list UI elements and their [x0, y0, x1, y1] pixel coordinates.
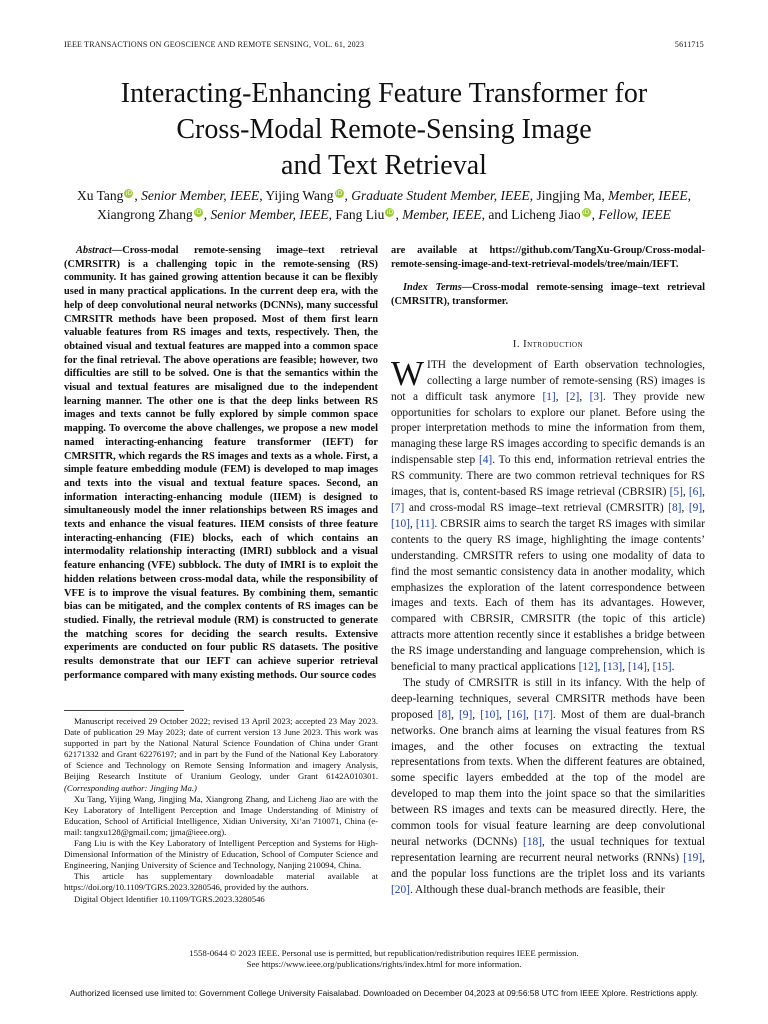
orcid-icon[interactable]: iD: [583, 209, 590, 216]
title-line-2: Cross-Modal Remote-Sensing Image: [176, 114, 592, 145]
abstract-label: Abstract: [76, 245, 112, 256]
citation-link[interactable]: [8]: [437, 708, 452, 721]
journal-name: IEEE TRANSACTIONS ON GEOSCIENCE AND REMOTE SENSING, VOL. 61, 2023: [64, 40, 365, 49]
copyright-notice: [64, 948, 704, 971]
intro-paragraph-2: The study of CMRSITR is still in its infancy. With the help of deep-learning techniques, several CMRSITR methods have been proposed [8], [9], [10], [16], [17]. Most of them are dual-branch networks. One branch aims at learning the visual features from RS images, and the other focuses on extracting the textual representations from texts. When the different features are obtained, some specific layers embedded at the top of the model are developed to map them into the joint space so that the similarities between RS images and texts can be measured directly. Here, the common tools for visual feature learning are deep convolutional neural networks (DCNNs) [18], the usual techniques for textual representation learning are recurrent neural networks (RNNs) [19], and the popular loss functions are the triplet loss and its variants [20]. Although these dual-branch methods are feasible, their: [391, 676, 705, 896]
footnote-rule: [64, 710, 184, 711]
drop-cap: W: [391, 353, 425, 393]
title-line-1: Interacting-Enhancing Feature Transformer for: [120, 78, 648, 109]
author-role: Member, IEEE: [608, 188, 688, 203]
footnotes: [64, 716, 378, 905]
copyright-line-1: 1558-0644 © 2023 IEEE. Personal use is permitted, but republication/redistribution requires IEEE permission.: [189, 948, 579, 958]
citation-link[interactable]: [11]: [415, 517, 435, 530]
citation-link[interactable]: [20]: [391, 883, 410, 896]
abstract-continuation[interactable]: are available at https://github.com/TangXu-Group/Cross-modal-remote-sensing-image-and-text-retrieval-models/tree/main/IEFT.: [391, 245, 705, 270]
section-numeral: I.: [512, 338, 520, 350]
citation-link[interactable]: [18]: [523, 836, 543, 848]
author-name: Xu Tang: [76, 188, 124, 203]
citation-link[interactable]: [8]: [668, 501, 682, 514]
section-title: Introduction: [523, 338, 584, 350]
copyright-line-2: See https://www.ieee.org/publications/rights/index.html for more information.: [246, 959, 522, 970]
citation-link[interactable]: [9]: [688, 501, 703, 514]
citation-link[interactable]: [16]: [507, 708, 527, 721]
author-list: [64, 186, 704, 224]
citation-link[interactable]: [3]: [589, 390, 603, 403]
title-line-3: and Text Retrieval: [281, 150, 487, 181]
author-line-2: Xiangrong Zhang iD , Senior Member, IEEE, Fang Liu iD , Member, IEEE, and Licheng Jiao iD , Fellow, IEEE: [97, 207, 671, 222]
citation-link[interactable]: [10]: [391, 517, 410, 530]
author-name: Fang Liu: [335, 207, 385, 222]
author-role: Member, IEEE: [402, 207, 482, 222]
index-terms-dash: —: [461, 282, 473, 294]
author-name: Licheng Jiao: [511, 207, 581, 222]
citation-link[interactable]: [14]: [627, 661, 647, 674]
abstract: [64, 244, 378, 683]
citation-link[interactable]: [7]: [391, 501, 405, 514]
citation-link[interactable]: [12]: [578, 661, 598, 674]
citation-link[interactable]: [9]: [459, 708, 473, 721]
footnote-manuscript: [64, 716, 378, 794]
index-terms: [391, 281, 705, 308]
page-number: 5611715: [674, 40, 704, 49]
author-line-1: Xu Tang iD , Senior Member, IEEE, Yijing Wang iD , Graduate Student Member, IEEE, Jingjing Ma, Member, IEEE,: [76, 188, 692, 203]
footnote-supplementary: This article has supplementary downloadable material available at https://doi.org/10.1109/TGRS.2023.3280546, provided by the authors.: [64, 871, 378, 893]
author-role: Senior Member, IEEE: [141, 188, 260, 203]
author-name: Jingjing Ma: [536, 188, 602, 203]
corresponding-author: (Corresponding author: Jingjing Ma.): [64, 782, 197, 793]
left-column: [64, 244, 378, 683]
orcid-icon[interactable]: iD: [335, 190, 343, 197]
author-role: Senior Member, IEEE: [210, 207, 329, 222]
index-terms-label: Index Terms: [403, 282, 462, 294]
section-heading: [391, 339, 705, 350]
footnote-affiliation-1: Xu Tang, Yijing Wang, Jingjing Ma, Xiangrong Zhang, and Licheng Jiao are with the Key Laboratory of Intelligent Perception and Image Understanding of Ministry of Education, School of Artificial Intelligence, Xidian University, Xi’an 710071, China (e-mail: tangxu128@gmail.com; jjma@ieee.org).: [64, 793, 378, 837]
citation-link[interactable]: [10]: [480, 708, 500, 721]
citation-link[interactable]: [1]: [542, 390, 556, 403]
paper-title: [64, 76, 704, 184]
orcid-icon[interactable]: iD: [195, 209, 202, 216]
orcid-icon[interactable]: iD: [386, 209, 394, 216]
citation-link[interactable]: [2]: [566, 390, 580, 403]
author-role: Graduate Student Member, IEEE: [351, 188, 530, 203]
author-name: Xiangrong Zhang: [97, 207, 193, 222]
footnote-text: Manuscript received 29 October 2022; revised 13 April 2023; accepted 23 May 2023. Date of publication 29 May 2023; date of current version 13 June 2023. This work was supported in part by the National Natural Science Foundation of China under Grant 62171332 and Grant 62276197; and in part by the Fund of the National Key Laboratory of Science and Technology on Remote Sensing Information and imagery Analysis, Beijing Research Institute of Uranium Geology, under Grant 6142A010301.: [64, 716, 378, 782]
citation-link[interactable]: [5]: [669, 486, 683, 499]
citation-link[interactable]: [19]: [683, 851, 703, 864]
right-column: [391, 244, 705, 899]
license-banner: Authorized licensed use limited to: Government College University Faisalabad. Downloaded on December 04,2023 at 09:56:58 UTC from IEEE Xplore. Restrictions apply.: [69, 988, 699, 998]
citation-link[interactable]: [17]: [533, 708, 553, 721]
citation-link[interactable]: [6]: [688, 486, 703, 499]
footnote-doi: Digital Object Identifier 10.1109/TGRS.2023.3280546: [74, 893, 265, 904]
citation-link[interactable]: [13]: [603, 661, 623, 674]
index-terms-text: Cross-modal remote-sensing image–text retrieval (CMRSITR), transformer.: [391, 282, 705, 308]
author-role: Fellow, IEEE: [598, 207, 671, 222]
author-conjunction: and: [488, 207, 508, 222]
orcid-icon[interactable]: iD: [125, 190, 133, 197]
abstract-dash: —: [111, 245, 123, 256]
author-name: Yijing Wang: [265, 188, 334, 203]
intro-paragraph-1: WITH the development of Earth observation technologies, collecting a large number of remote-sensing (RS) images is not a difficult task anymore [1], [2], [3]. They provide new opportunities for scholars to explore our planet. Before using the proper interpretation methods to mine the information from them, managing these large RS images according to specific demands is an indispensable step [4]. To this end, information retrieval entries the RS community. There are two common retrieval techniques for RS images, that is, content-based RS image retrieval (CBRSIR) [5], [6], [7] and cross-modal RS image–text retrieval (CMRSITR) [8], [9], [10], [11]. CBRSIR aims to search the target RS images with similar contents to the query RS image, highlighting the image contents’ understanding. CMRSITR refers to using one modality of data to find the most semantic consistency data in another modality, which emphasizes the exploration of the latent correspondence between images and texts. Each of them has its advantages. However, compared with CBRSIR, CMRSITR (the topic of this article) attracts more attention recently since it establishes a bridge between the RS image understanding and language comprehension, which is beneficial to many practical applications [12], [13], [14], [15].: [391, 353, 706, 674]
citation-link[interactable]: [4]: [478, 454, 493, 467]
footnote-affiliation-2: Fang Liu is with the Key Laboratory of Intelligent Perception and Systems for High-Dimensional Information of the Ministry of Education, School of Computer Science and Engineering, Nanjing University of Science and Technology, Nanjing 210094, China.: [64, 838, 378, 871]
citation-link[interactable]: [15]: [652, 661, 672, 674]
abstract-text: Cross-modal remote-sensing image–text retrieval (CMRSITR) is a challenging topic in the remote-sensing (RS) community. It has gained growing attention because it can be flexibly used in many practical applications. In the current deep era, with the help of deep convolutional neural networks (DCNNs), many successful CMRSITR methods have been proposed. Most of them first learn valuable features from RS images and texts, respectively. Then, the obtained visual and textual features are mapped into a common space for the final retrieval. The above operations are feasible; however, two difficulties are still to be solved. One is that the semantics within the visual and textual features are misaligned due to the independent learning manner. The other one is that the deep links between RS images and texts cannot be fully explored by simple common space mapping. To overcome the above challenges, we propose a new model named interacting-enhancing feature transformer (IEFT) for CMRSITR, which regards the RS images and texts as a whole. First, a simple feature embedding module (FEM) is developed to map images and texts into the visual and textual feature spaces. Second, an information interacting-enhancing module (IIEM) is designed to simultaneously model the inner relationships between RS images and texts and enhance the visual features. IIEM consists of three feature interacting-enhancing (FIE) blocks, each of which contains an intermodality relationship interacting (IMRI) subblock and a visual feature enhancing (VFE) subblock. The duty of IMRI is to exploit the hidden relations between cross-modal data, while the responsibility of VFE is to improve the visual features. By combining them, semantic bias can be mitigated, and the complex contents of RS images can be studied. Finally, the retrieval module (RM) is constructed to generate the matching scores for deciding the search results. Extensive experiments are conducted on four public RS datasets. The positive results demonstrate that our IEFT can achieve superior retrieval performance compared with many existing methods. Our source codes: [64, 245, 378, 681]
